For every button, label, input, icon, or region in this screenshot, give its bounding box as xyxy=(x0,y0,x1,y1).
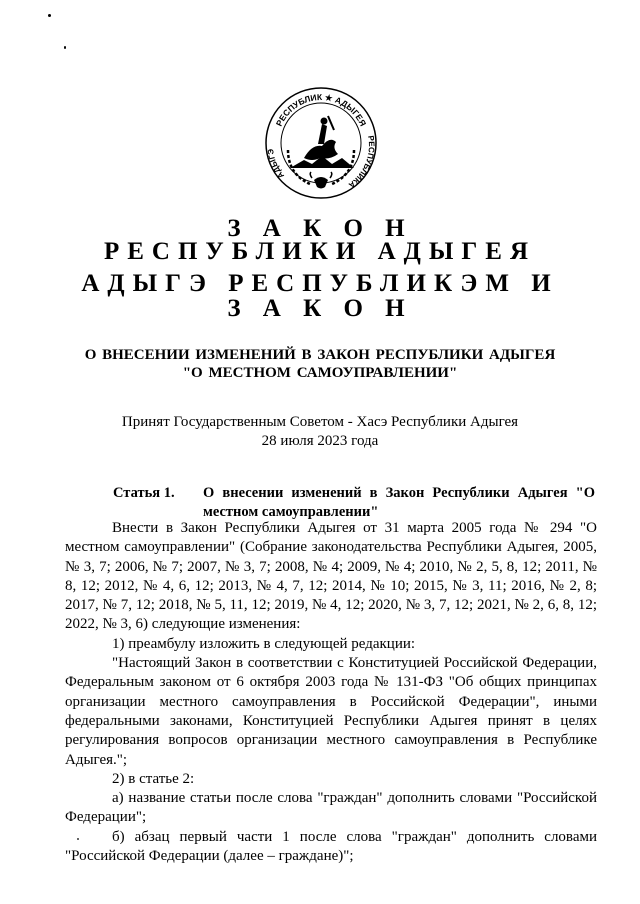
adoption-date: 28 июля 2023 года xyxy=(261,433,379,449)
republic-name-russian: РЕСПУБЛИКИ АДЫГЕЯ xyxy=(103,238,537,265)
law-title-line2: "О МЕСТНОМ САМОУПРАВЛЕНИИ" xyxy=(182,365,458,381)
emblem-left-text: АДЫГЭ xyxy=(266,148,286,181)
emblem-right-text: РЕСПУБЛИКА xyxy=(346,135,377,190)
republic-name-adyghe: АДЫГЭ РЕСПУБЛИКЭМ И xyxy=(81,270,559,297)
article-body xyxy=(65,519,597,866)
article-title: О внесении изменений в Закон Республики Адыгея "О местном самоуправлении" xyxy=(203,485,595,520)
paragraph: б) абзац первый части 1 после слова "граждан" дополнить словами "Российской Федерации (далее – граждане)"; xyxy=(65,828,597,865)
paragraph: а) название статьи после слова "граждан" дополнить словами "Российской Федерации"; xyxy=(65,790,597,826)
article-number: Статья 1. xyxy=(113,485,175,501)
law-heading-adyghe: З А К О Н xyxy=(227,295,413,322)
paragraph: "Настоящий Закон в соответствии с Конституцией Российской Федерации, Федеральным законом от 6 октября 2003 года № 131-ФЗ "Об общих принципах организации местного самоуправления в Российской Федерации", иными федеральными законами, Конституцией Республики Адыгея принят в целях регулирования вопросов организации местного самоуправления в Республике Адыгея."; xyxy=(65,655,597,768)
scan-speck xyxy=(64,46,66,49)
law-title-line1: О ВНЕСЕНИИ ИЗМЕНЕНИЙ В ЗАКОН РЕСПУБЛИКИ АДЫГЕЯ xyxy=(84,347,556,363)
coat-of-arms-emblem xyxy=(264,86,378,200)
emblem-top-text: РЕСПУБЛИК ★ АДЫГЕЯ xyxy=(273,91,369,128)
svg-text:АДЫГЭ xyxy=(266,148,286,180)
adoption-statement: Принят Государственным Советом - Хасэ Республики Адыгея xyxy=(121,414,519,430)
paragraph: 1) преамбулу изложить в следующей редакции: xyxy=(112,635,416,652)
scan-speck xyxy=(77,838,79,840)
paragraph: Внести в Закон Республики Адыгея от 31 марта 2005 года № 294 "О местном самоуправлении" (Собрание законодательства Республики Адыгея, 2005, № 3, 7; 2006, № 7; 2007, № 3, 7; 2008, № 4; 2009, № 4; 2010, № 2, 5, 8, 12; 2011, № 8, 12; 2012, № 4, 6, 12; 2013, № 4, 7, 12; 2014, № 10; 2015, № 3, 11; 2016, № 2, 8; 2017, № 7, 12; 2018, № 5, 11, 12; 2019, № 4, 12; 2020, № 3, 7, 12; 2021, № 2, 6, 8, 12; 2022, № 3, 6) следующие изменения: xyxy=(65,520,597,633)
paragraph: 2) в статье 2: xyxy=(112,770,195,787)
law-heading: З А К О Н xyxy=(227,215,413,242)
scan-speck xyxy=(48,14,51,17)
